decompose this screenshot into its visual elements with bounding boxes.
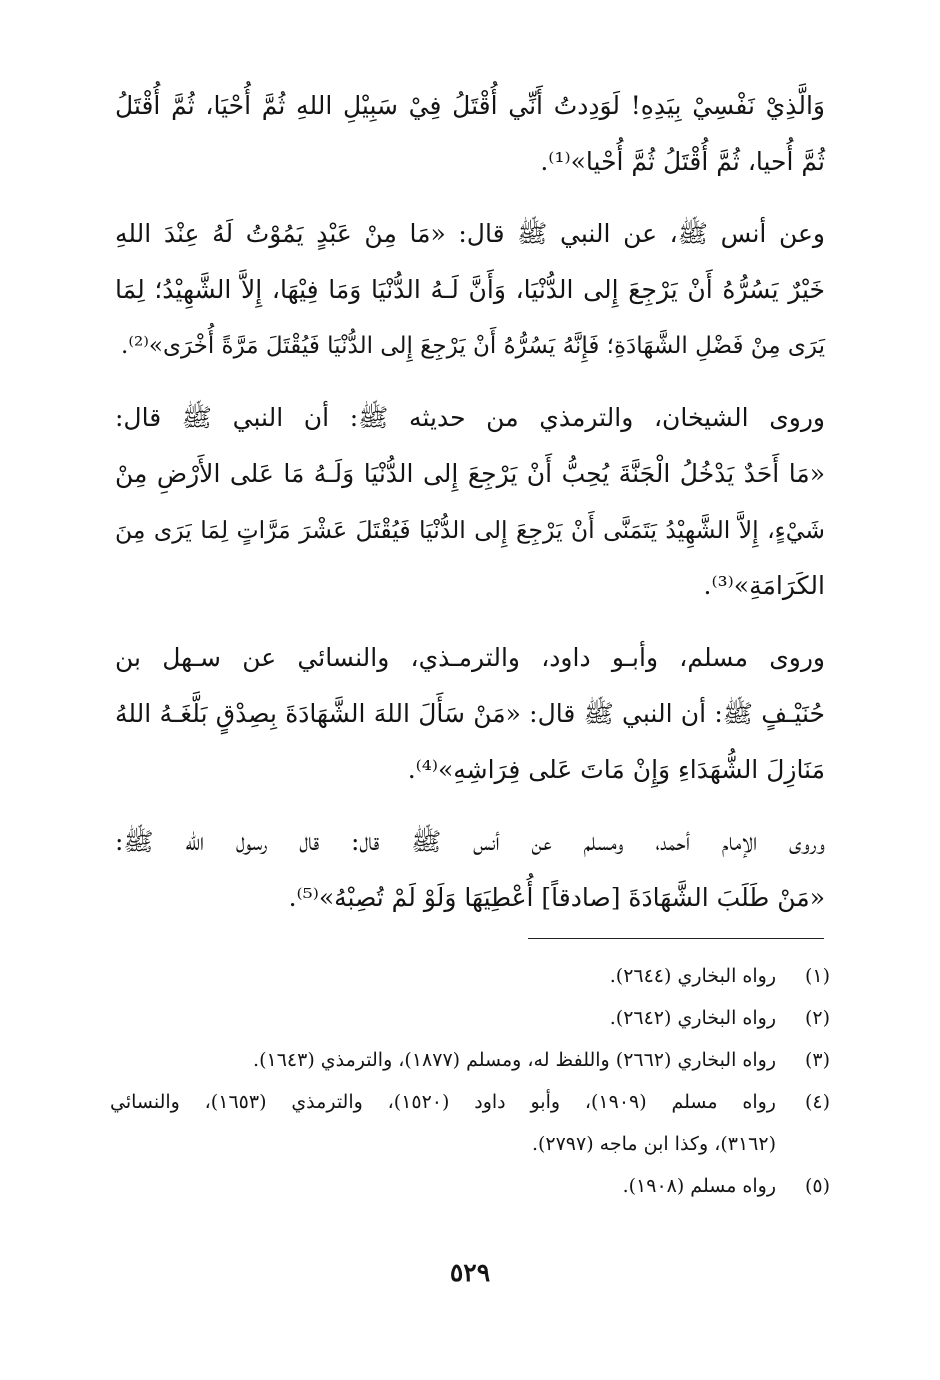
footnote-2 (110, 997, 830, 1039)
text-line: وعن أنس ﷺ، عن النبي ﷺ قال: «مَا مِنْ عَبْدٍ يَمُوْتُ لَهُ عِنْدَ اللهِ (115, 219, 825, 248)
footnote-text (110, 1081, 776, 1165)
paragraph-1 (115, 78, 825, 190)
text-line: وروى الإمام أحمد، ومسلم عن أنس ﷺ قال: قال رسول الله ﷺ: (115, 827, 825, 856)
text-line: مَنَازِلَ الشُّهَدَاءِ وَإِنْ مَاتَ عَلى فِرَاشِهِ»⁽⁴⁾. (407, 755, 825, 784)
text-line: «مَا أَحَدٌ يَدْخُلُ الْجَنَّةَ يُحِبُّ أَنْ يَرْجِعَ إِلى الدُّنْيَا وَلَـهُ مَا عَلى الأَرْضِ مِنْ (115, 459, 825, 488)
footnote-line: (٣١٦٢)، وكذا ابن ماجه (٢٧٩٧). (531, 1133, 776, 1155)
footnote-number: (٣) (804, 1049, 830, 1071)
page-number: ٥٢٩ (449, 1258, 491, 1287)
footnote-text (110, 1039, 776, 1081)
footnote-number: (٤) (804, 1091, 830, 1113)
footnote-text (110, 1165, 776, 1207)
footnote-4 (110, 1081, 830, 1165)
text-line: حُنَيْـفٍ ﷺ: أن النبي ﷺ قال: «مَنْ سَأَلَ اللهَ الشَّهَادَةَ بِصِدْقٍ بَلَّغَـهُ اللهُ (115, 699, 825, 728)
text-line: «مَنْ طَلَبَ الشَّهَادَةَ [صادقاً] أُعْطِيَهَا وَلَوْ لَمْ تُصِبْهُ»⁽⁵⁾. (288, 883, 825, 912)
footnotes (110, 955, 830, 1207)
text-line: ثُمَّ أُحيا، ثُمَّ أُقْتَلُ ثُمَّ أُحْيا»⁽¹⁾. (540, 147, 825, 176)
text-line: وَالَّذِيْ نَفْسِيْ بِيَدِهِ! لَوَدِدتُ أَنِّي أُقْتَلُ فِيْ سَبِيْلِ اللهِ ثُمَّ أُحْيَا، ثُمَّ أُقْتَلُ (115, 91, 825, 120)
footnote-5 (110, 1165, 830, 1207)
text-line: يَرَى مِنْ فَضْلِ الشَّهَادَةِ؛ فَإِنَّهُ يَسُرُّهُ أَنْ يَرْجِعَ إِلى الدُّنْيَا فَيُقْتَلَ مَرَّةً أُخْرَى»⁽²⁾. (121, 333, 825, 359)
footnote-number: (٢) (804, 1007, 830, 1029)
footnote-1 (110, 955, 830, 997)
footnote-number: (٥) (804, 1175, 830, 1197)
footnote-number: (١) (804, 965, 830, 987)
text-line: شَيْءٍ، إِلاَّ الشَّهِيْدُ يَتَمَنَّى أَنْ يَرْجِعَ إِلى الدُّنْيَا فَيُقْتَلَ عَشْرَ مَرَّاتٍ لِمَا يَرَى مِنَ (115, 516, 825, 544)
paragraph-3 (115, 390, 825, 614)
footnote-line: رواه مسلم (١٩٠٩)، وأبو داود (١٥٢٠)، والترمذي (١٦٥٣)، والنسائي (110, 1091, 776, 1113)
main-text (115, 78, 825, 942)
footnote-3 (110, 1039, 830, 1081)
footnote-line: رواه البخاري (٢٦٦٢) واللفظ له، ومسلم (١٨٧٧)، والترمذي (١٦٤٣). (253, 1049, 776, 1071)
text-line: وروى الشيخان، والترمذي من حديثه ﷺ: أن النبي ﷺ قال: (115, 403, 825, 432)
text-line: خَيْرٌ يَسُرُّهُ أَنْ يَرْجِعَ إِلى الدُّنْيَا، وَأَنَّ لَـهُ الدُّنْيَا وَمَا فِيْهَا، إِلاَّ الشَّهِيْدُ؛ لِمَا (115, 275, 825, 304)
footnote-text (110, 955, 776, 997)
footnote-line: رواه مسلم (١٩٠٨). (622, 1175, 776, 1197)
footnote-text (110, 997, 776, 1039)
footnote-divider (528, 938, 824, 939)
text-line: وروى مسلم، وأبـو داود، والترمـذي، والنسائي عن سـهل بن (115, 643, 825, 672)
footnote-line: رواه البخاري (٢٦٤٤). (609, 965, 776, 987)
text-line: الكَرَامَةِ»⁽³⁾. (703, 571, 825, 600)
paragraph-2 (115, 206, 825, 374)
paragraph-5 (115, 814, 825, 926)
footnote-line: رواه البخاري (٢٦٤٢). (609, 1007, 776, 1029)
paragraph-4 (115, 630, 825, 798)
